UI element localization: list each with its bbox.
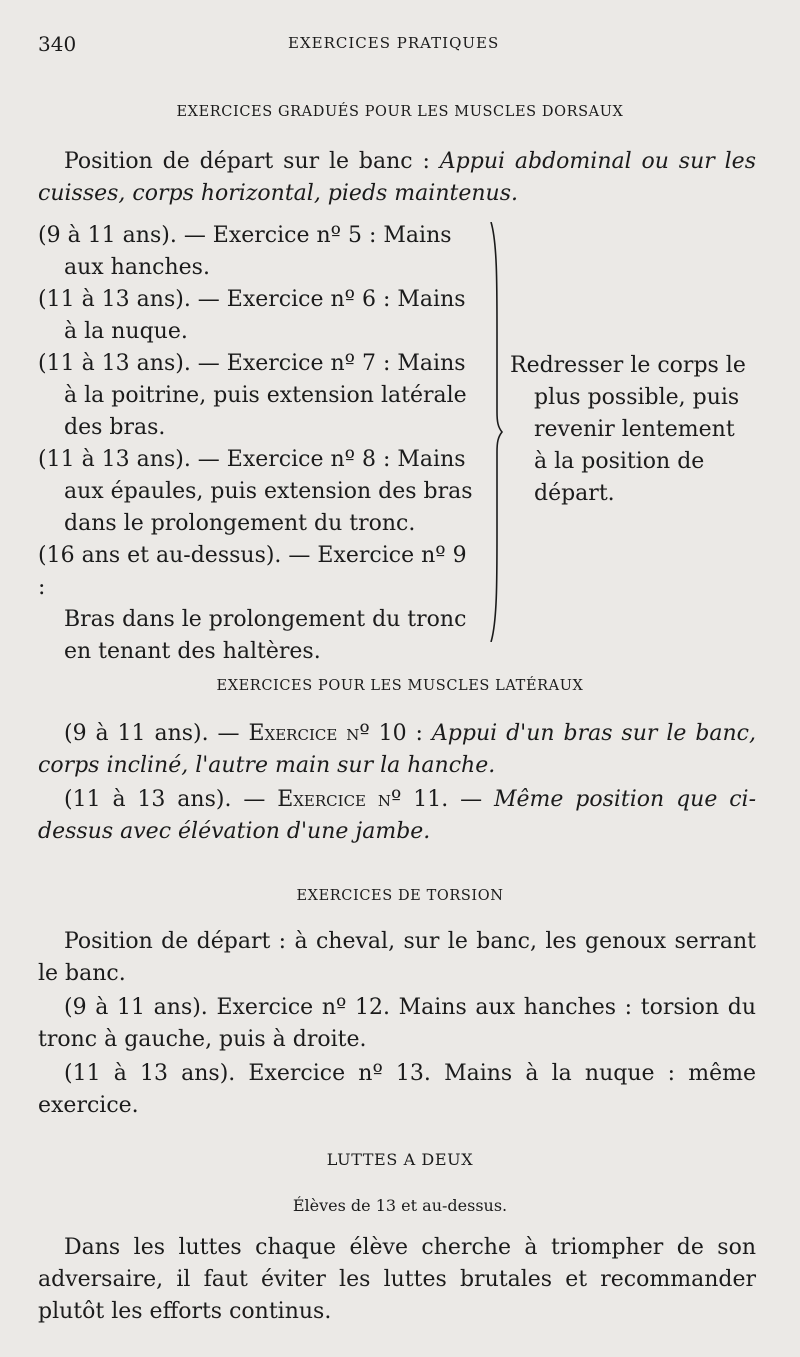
section-heading-torsion: EXERCICES DE TORSION [296,888,504,904]
section-heading-luttes: LUTTES A DEUX [326,1150,474,1169]
exercise-line: dans le prolongement du tronc. [64,511,416,536]
text-run: (9 à 11 ans). — [64,721,249,746]
exercise-line: à la poitrine, puis extension latérale [64,383,467,408]
lateral-exercise-11 [38,784,756,848]
exercise-line: (11 à 13 ans). — Exercice nº 6 : Mains [38,287,466,312]
side-note-line: départ. [534,481,615,506]
text-run: (11 à 13 ans). — [64,787,278,812]
exercise-line: (11 à 13 ans). — Exercice nº 7 : Mains [38,351,466,376]
exercise-line: à la nuque. [64,319,188,344]
page-header [38,28,760,60]
torsion-exercise-13: (11 à 13 ans). Exercice nº 13. Mains à la nuque : même exercice. [38,1061,756,1118]
exercise-line: aux hanches. [64,255,210,280]
side-note-line: à la position de [534,449,705,474]
section-heading-dorsaux: EXERCICES GRADUÉS POUR LES MUSCLES DORSAUX [176,104,624,120]
small-caps-run: Exercice nº [277,787,402,812]
luttes-paragraph: Dans les luttes chaque élève cherche à triompher de son adversaire, il faut éviter les luttes brutales et recommander plutôt les efforts continus. [38,1235,756,1324]
page-number: 340 [38,32,77,56]
running-title: EXERCICES PRATIQUES [288,34,500,52]
torsion-start-position: Position de départ : à cheval, sur le banc, les genoux serrant le banc. [38,929,756,986]
section1-intro [38,146,756,210]
side-note [510,350,756,510]
torsion-exercise-12: (9 à 11 ans). Exercice nº 12. Mains aux hanches : torsion du tronc à gauche, puis à droite. [38,995,756,1052]
italic-run: Même position que ci-dessus avec élévation d'une jambe. [38,787,756,844]
exercise-5 [38,220,478,284]
side-note-line: revenir lentement [534,417,735,442]
exercise-9 [38,540,478,668]
side-note-line: Redresser le corps le [510,353,746,378]
exercise-line: en tenant des haltères. [64,639,321,664]
exercise-line: aux épaules, puis extension des bras [64,479,473,504]
exercise-line: (16 ans et au-dessus). — Exercice nº 9 : [38,543,467,600]
exercise-6 [38,284,478,348]
text-run: 10 : [369,721,432,746]
text-run: 11. — [401,787,494,812]
exercise-7 [38,348,478,444]
section-subheading-eleves: Élèves de 13 et au-dessus. [292,1196,508,1215]
section-heading-lateraux: EXERCICES POUR LES MUSCLES LATÉRAUX [216,678,584,694]
intro-italic: Appui abdominal ou sur les cuisses, corps horizontal, pieds maintenus. [38,149,756,206]
intro-plain: Position de départ sur le banc : [64,149,440,174]
exercise-8 [38,444,478,540]
exercise-line: (11 à 13 ans). — Exercice nº 8 : Mains [38,447,466,472]
exercise-list [38,220,478,668]
italic-run: Appui d'un bras sur le banc, corps incliné, l'autre main sur la hanche. [38,721,756,778]
exercise-line: (9 à 11 ans). — Exercice nº 5 : Mains [38,223,452,248]
curly-brace-icon [488,222,504,642]
small-caps-run: Exercice nº [248,721,370,746]
exercise-line: des bras. [64,415,166,440]
side-note-line: plus possible, puis [534,385,740,410]
lateral-exercise-10 [38,718,756,782]
exercise-line: Bras dans le prolongement du tronc [64,607,467,632]
